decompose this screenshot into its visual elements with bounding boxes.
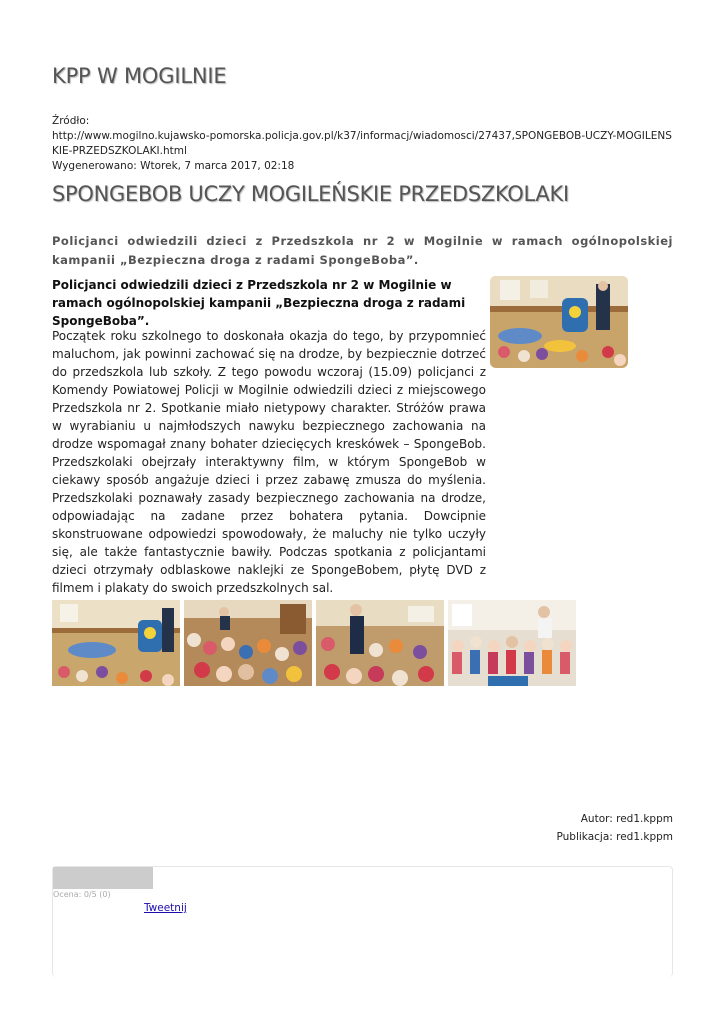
publication: Publikacja: red1.kppm [556,831,673,843]
article-title: SPONGEBOB UCZY MOGILEŃSKIE PRZEDSZKOLAKI [52,182,569,206]
rating-stars[interactable] [53,867,153,889]
gallery-photo-1[interactable] [52,600,180,686]
rating-box [52,866,673,977]
article-lead: Policjanci odwiedzili dzieci z Przedszkola nr 2 w Mogilnie w ramach ogólnopolskiej kampanii „Bezpieczna droga z radami SpongeBoba”. [52,234,673,267]
gallery-photo-3[interactable] [316,600,444,686]
article-lead-repeat: Policjanci odwiedzili dzieci z Przedszkola nr 2 w Mogilnie w ramach ogólnopolskiej kampanii „Bezpieczna droga z radami SpongeBoba”. [52,278,466,328]
generated-date: Wygenerowano: Wtorek, 7 marca 2017, 02:18 [52,160,295,172]
site-title: KPP W MOGILNIE [52,64,227,88]
main-photo[interactable] [490,276,628,368]
credits [557,810,674,846]
article-body: Początek roku szkolnego to doskonała okazja do tego, by przypomnieć maluchom, jak powinni zachować się na drodze, by bezpiecznie dotrzeć do przedszkola lub szkoły. Z tego powodu wczoraj (15.09) policjanci z Komendy Powiatowej Policji w Mogilnie odwiedzili dzieci z miejscowego Przedszkola nr 2. Spotkanie miało nietypowy charakter. Stróżów prawa w wyrabianiu u najmłodszych nawyku bezpiecznego zachowania na drodze wspomagał znany bohater dziecięcych kreskówek – SpongeBob. Przedszkolaki obejrzały interaktywny film, w którym SpongeBob w ciekawy sposób angażuje dzieci i przez zabawę zmusza do myślenia. Przedszkolaki poznawały zasady bezpiecznego zachowania na drodze, odpowiadając na zadane przez bohatera pytania. Dowcipnie skonstruowane odpowiedzi spowodowały, że maluchy nie tylko uczyły się, ale także fantastycznie bawiły. Podczas spotkania z policjantami dzieci otrzymały odblaskowe naklejki ze SpongeBobem, płytę DVD z filmem i plakaty do swoich przedszkolnych sal. [52,329,486,595]
source-meta [52,114,673,174]
gallery-photo-4[interactable] [448,600,576,686]
source-url: http://www.mogilno.kujawsko-pomorska.policja.gov.pl/k37/informacj/wiadomosci/27437,SPONGEBOB-UCZY-MOGILENSKIE-PRZEDSZKOLAKI.html [52,130,672,157]
source-label: Źródło: [52,115,90,127]
rating-text: Ocena: 0/5 (0) [53,890,111,899]
gallery-photo-2[interactable] [184,600,312,686]
author: Autor: red1.kppm [580,813,673,825]
tweet-link[interactable]: Tweetnij [144,902,187,914]
